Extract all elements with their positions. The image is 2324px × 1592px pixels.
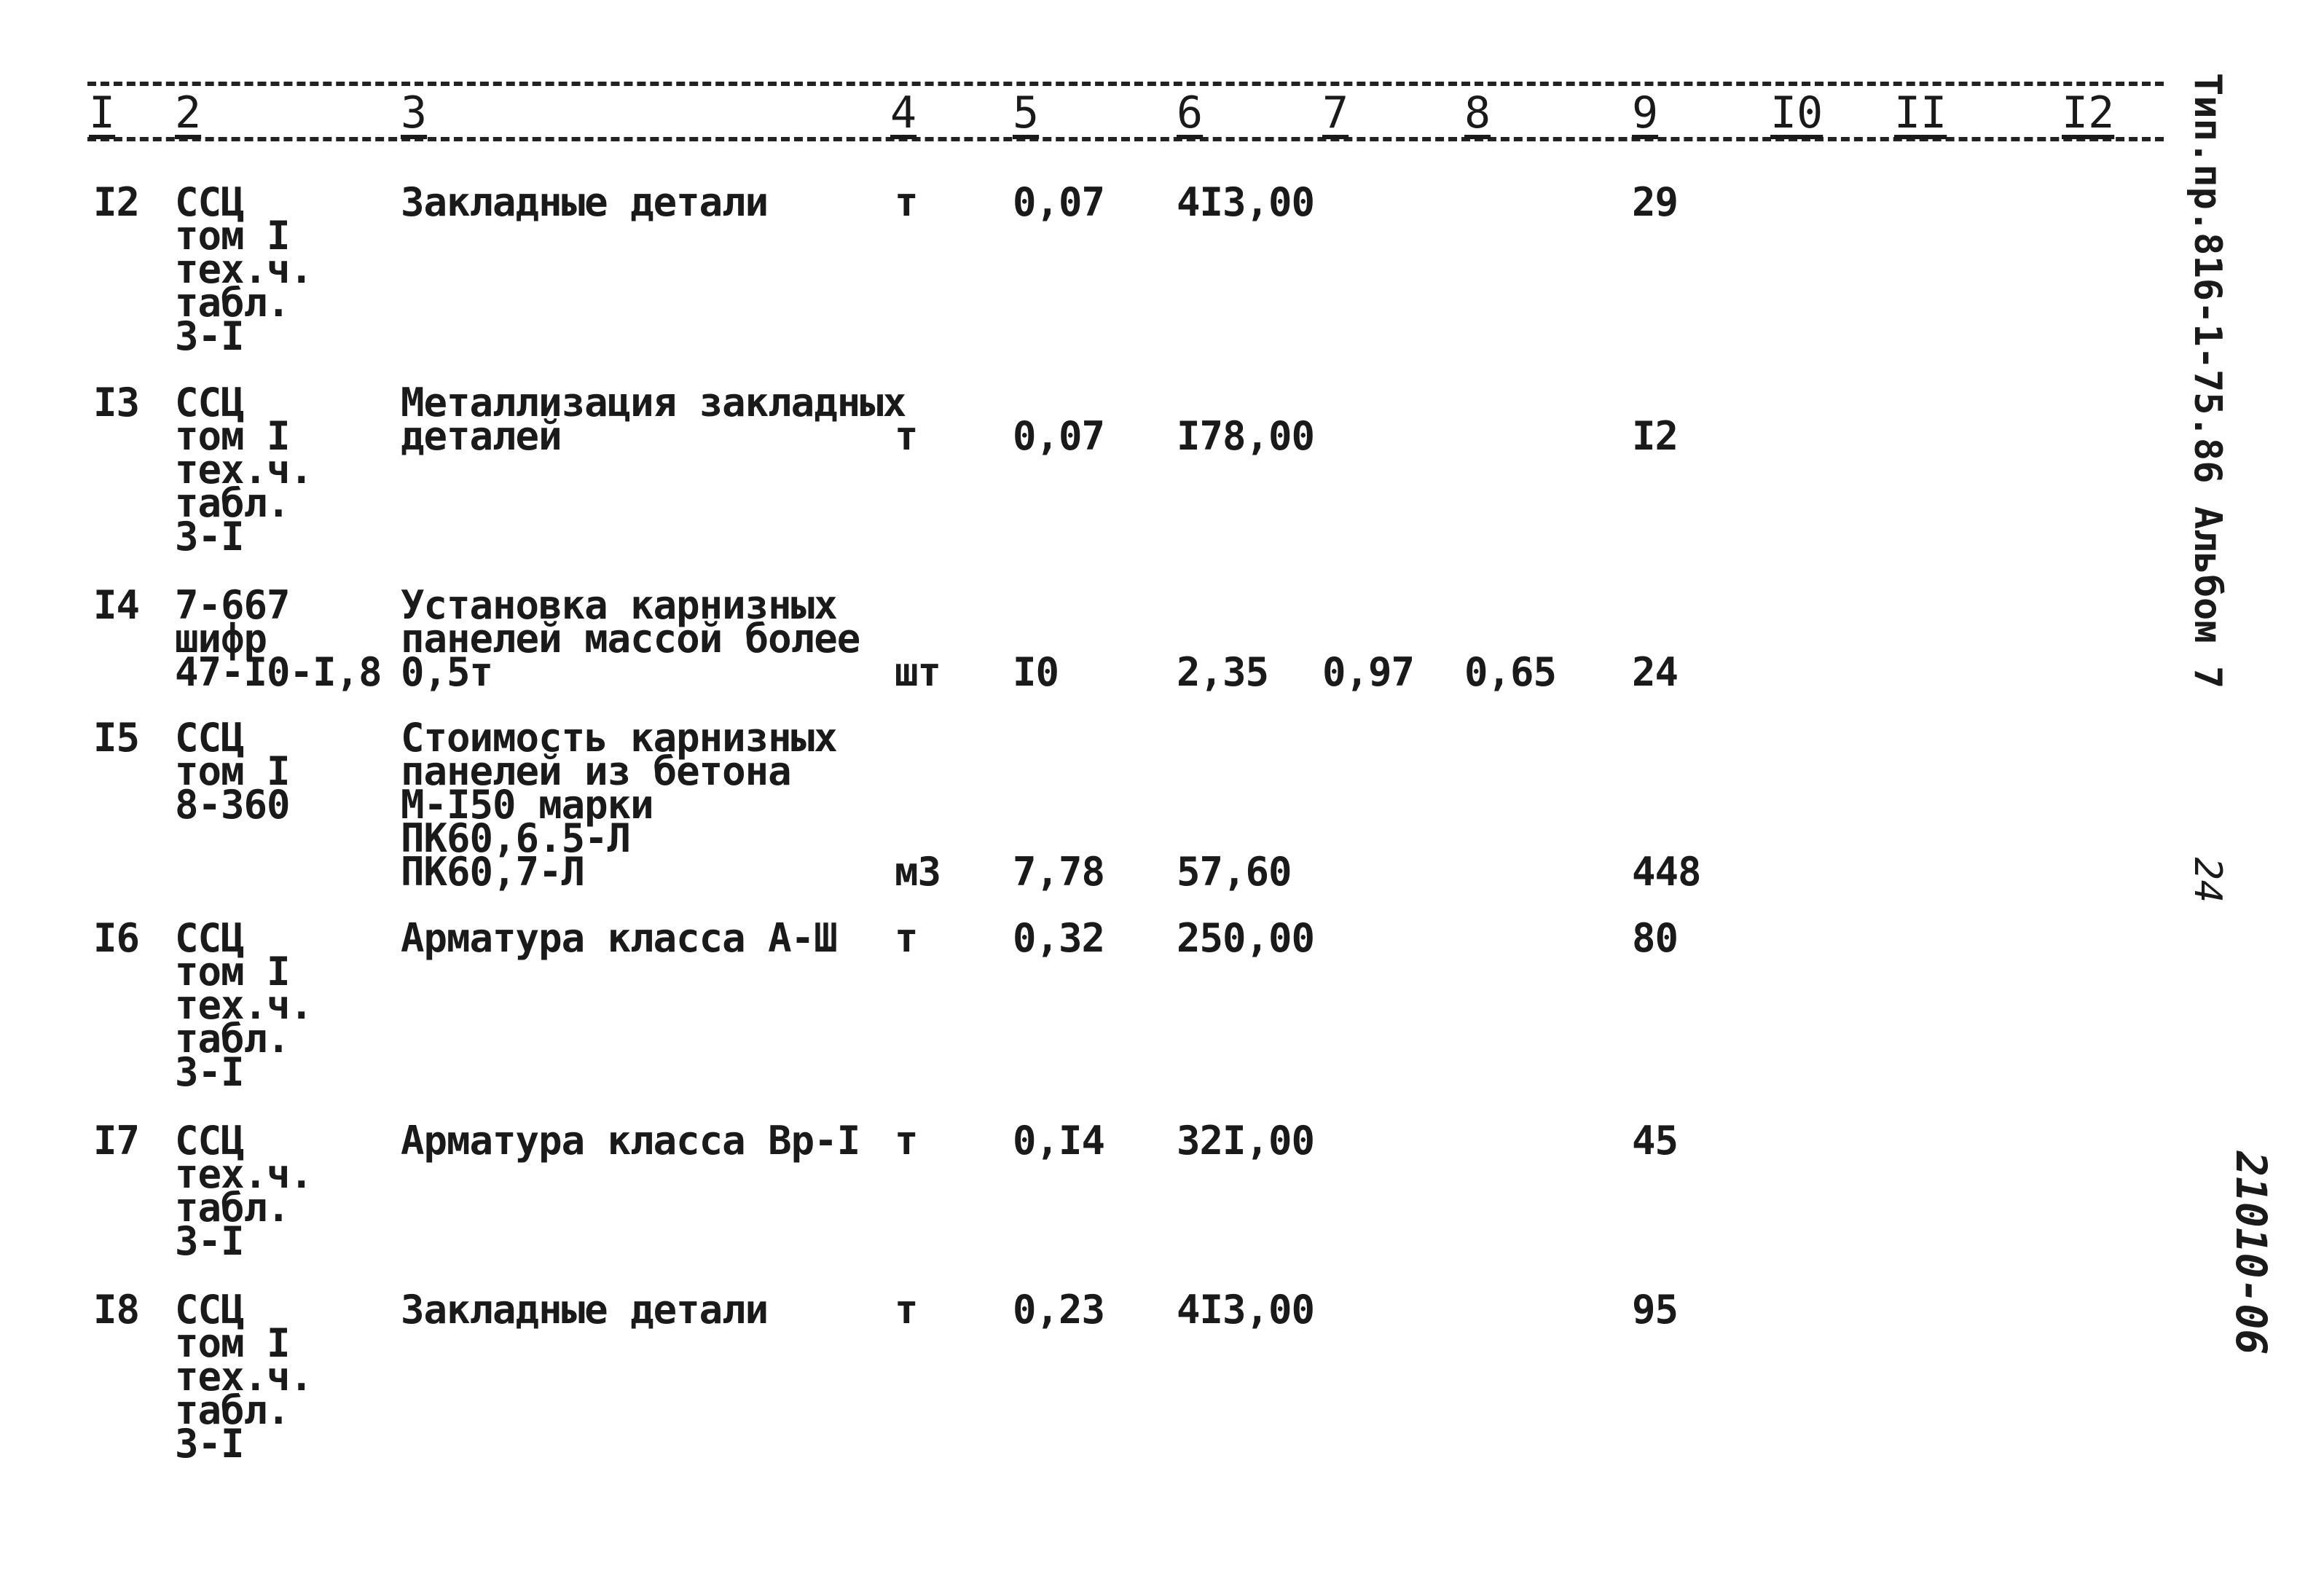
basis-line: 3-I: [175, 1049, 244, 1095]
description-line: 0,5т: [401, 649, 493, 695]
column-header-12: I2: [2062, 87, 2115, 138]
row-number: I7: [93, 1118, 140, 1164]
basis-line: 3-I: [175, 514, 244, 560]
unit-price-cell: 250,00: [1177, 915, 1315, 961]
description-line: М-I50 марки: [401, 782, 653, 828]
column-header-10: I0: [1770, 87, 1824, 138]
basis-line: табл.: [175, 1016, 290, 1062]
description-line: ПК60,6.5-Л: [401, 815, 631, 861]
quantity-cell: 0,07: [1013, 413, 1105, 459]
unit-cell: т: [895, 1287, 918, 1333]
unit-price-cell: 4I3,00: [1177, 1287, 1315, 1333]
basis-line: том I: [175, 413, 290, 459]
total-cost-cell: 29: [1632, 179, 1679, 225]
basis-line: табл.: [175, 480, 290, 526]
unit-cell: т: [895, 413, 918, 459]
description-line: Стоимость карнизных: [401, 715, 837, 761]
column-header-7: 7: [1322, 87, 1349, 138]
basis-line: том I: [175, 213, 290, 259]
description-line: Установка карнизных: [401, 582, 837, 628]
basis-line: тех.ч.: [175, 1151, 313, 1197]
unit-cell: т: [895, 915, 918, 961]
basis-line: тех.ч.: [175, 447, 313, 493]
quantity-cell: I0: [1013, 649, 1059, 695]
inventory-stamp: 21010-06: [2226, 1151, 2276, 1355]
row-number: I2: [93, 179, 140, 225]
total-cost-cell: 448: [1632, 849, 1701, 895]
basis-line: том I: [175, 949, 290, 995]
column-header-5: 5: [1013, 87, 1040, 138]
basis-line: табл.: [175, 280, 290, 326]
unit-cell: т: [895, 1118, 918, 1164]
basis-line: 3-I: [175, 313, 244, 359]
column-header-3: 3: [401, 87, 428, 138]
total-cost-cell: I2: [1632, 413, 1679, 459]
description-line: панелей массой более: [401, 616, 860, 662]
unit-cell: т: [895, 179, 918, 225]
description-line: Закладные детали: [401, 1287, 769, 1333]
basis-line: том I: [175, 748, 290, 794]
basis-line: тех.ч.: [175, 982, 313, 1028]
basis-line: 47-I0-I,8: [175, 649, 382, 695]
column-header-11: II: [1894, 87, 1947, 138]
quantity-cell: 0,32: [1013, 915, 1105, 961]
unit-cell: шт: [895, 649, 941, 695]
unit-price-cell: I78,00: [1177, 413, 1315, 459]
basis-line: ССЦ: [175, 179, 244, 225]
row-number: I8: [93, 1287, 140, 1333]
basis-line: шифр: [175, 616, 267, 662]
basis-line: ССЦ: [175, 1287, 244, 1333]
page-number: 24: [2186, 857, 2229, 903]
row-number: I4: [93, 582, 140, 628]
description-line: деталей: [401, 413, 562, 459]
description-line: панелей из бетона: [401, 748, 791, 794]
row-number: I3: [93, 380, 140, 426]
basis-line: табл.: [175, 1387, 290, 1433]
row-number: I5: [93, 715, 140, 761]
column-header-6: 6: [1177, 87, 1204, 138]
quantity-cell: 0,23: [1013, 1287, 1105, 1333]
basis-line: ССЦ: [175, 915, 244, 961]
unit-price-cell: 4I3,00: [1177, 179, 1315, 225]
description-line: Арматура класса Вр-I: [401, 1118, 860, 1164]
basis-line: ССЦ: [175, 715, 244, 761]
basis-line: тех.ч.: [175, 1354, 313, 1400]
basis-line: табл.: [175, 1185, 290, 1231]
basis-line: 7-667: [175, 582, 290, 628]
col8-cell: 0,65: [1464, 649, 1557, 695]
basis-line: том I: [175, 1320, 290, 1366]
total-cost-cell: 24: [1632, 649, 1679, 695]
description-line: Арматура класса А-Ш: [401, 915, 837, 961]
quantity-cell: 0,07: [1013, 179, 1105, 225]
description-line: Металлизация закладных: [401, 380, 906, 426]
unit-price-cell: 32I,00: [1177, 1118, 1315, 1164]
quantity-cell: 0,I4: [1013, 1118, 1105, 1164]
column-header-4: 4: [890, 87, 917, 138]
basis-line: 8-360: [175, 782, 290, 828]
unit-price-cell: 2,35: [1177, 649, 1269, 695]
basis-line: 3-I: [175, 1421, 244, 1467]
col7-cell: 0,97: [1322, 649, 1415, 695]
basis-line: ССЦ: [175, 1118, 244, 1164]
basis-line: ССЦ: [175, 380, 244, 426]
quantity-cell: 7,78: [1013, 849, 1105, 895]
column-header-2: 2: [175, 87, 202, 138]
basis-line: тех.ч.: [175, 246, 313, 292]
side-label: [2175, 73, 2240, 903]
row-number: I6: [93, 915, 140, 961]
total-cost-cell: 80: [1632, 915, 1679, 961]
description-line: ПК60,7-Л: [401, 849, 585, 895]
unit-price-cell: 57,60: [1177, 849, 1292, 895]
total-cost-cell: 45: [1632, 1118, 1679, 1164]
basis-line: 3-I: [175, 1218, 244, 1264]
column-header-9: 9: [1632, 87, 1659, 138]
column-header-1: I: [89, 87, 116, 138]
total-cost-cell: 95: [1632, 1287, 1679, 1333]
unit-cell: м3: [895, 849, 941, 895]
description-line: Закладные детали: [401, 179, 769, 225]
side-label-text: Тип.пр.816-1-75.86 Альбом 7: [2186, 73, 2229, 689]
column-header-8: 8: [1464, 87, 1491, 138]
